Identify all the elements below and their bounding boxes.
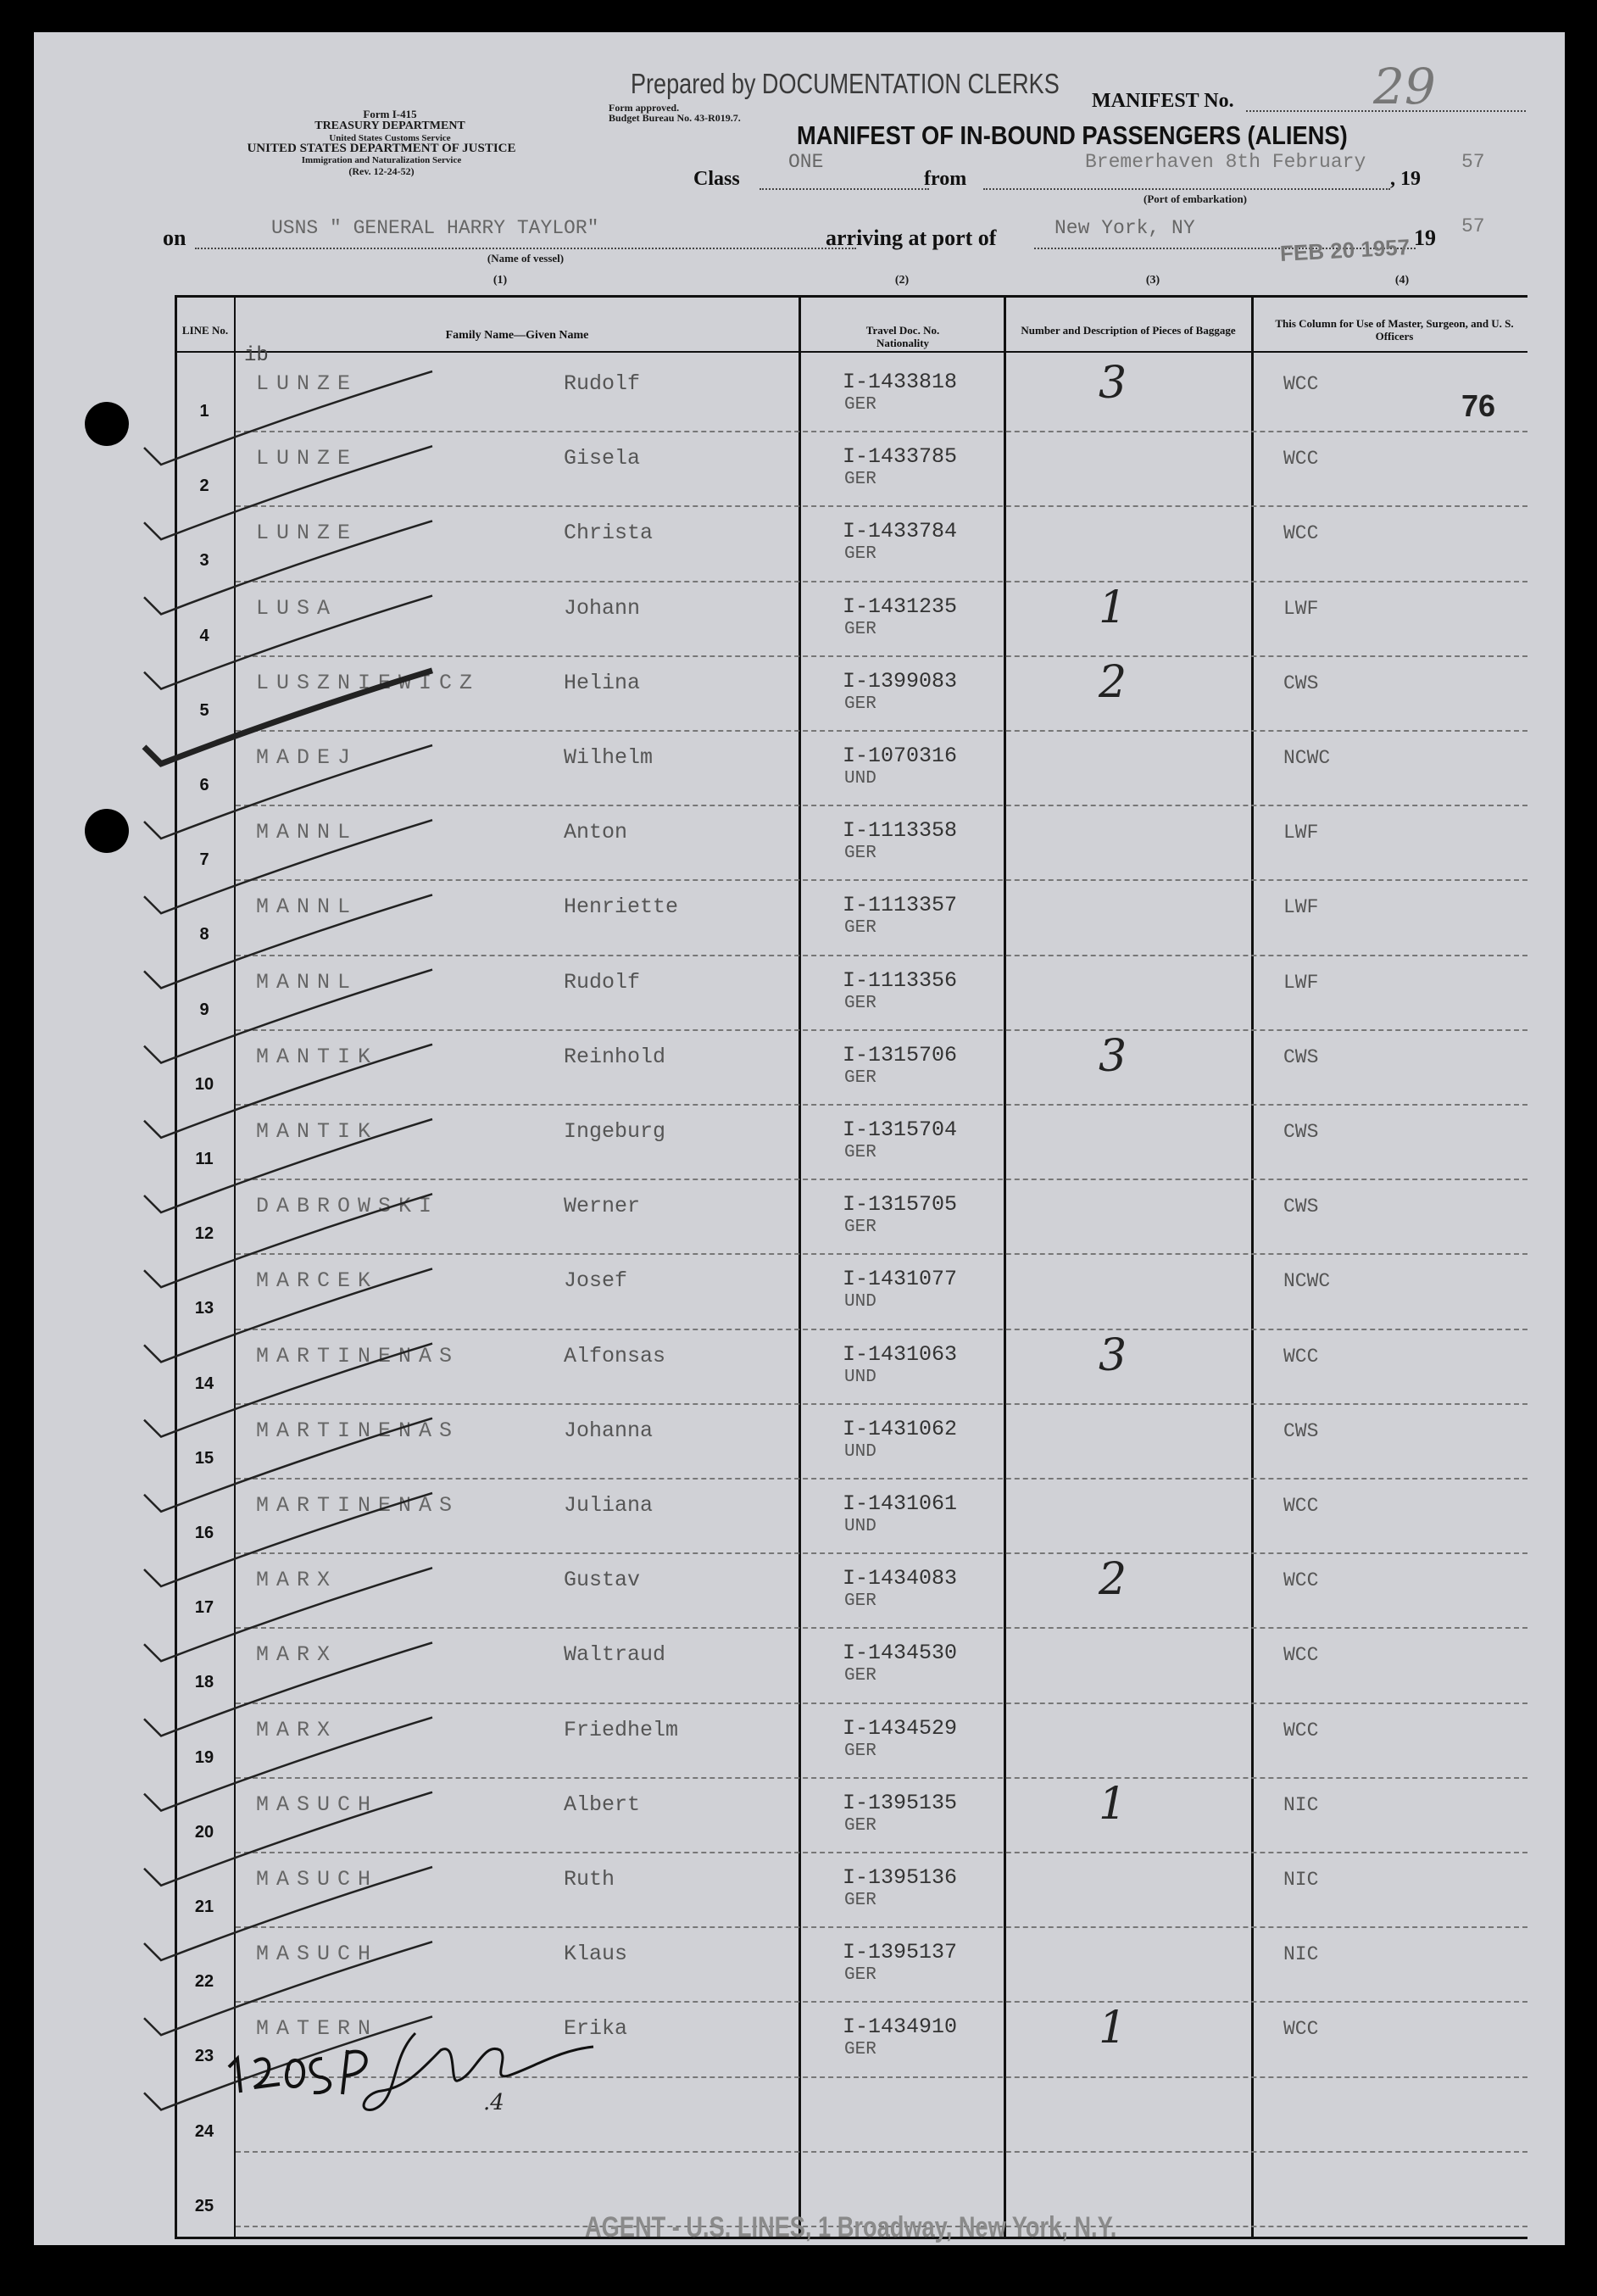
- form-approved: Form approved.: [609, 102, 680, 114]
- col-header-line: LINE No.: [181, 324, 229, 337]
- port-of-embarkation-caption: (Port of embarkation): [1143, 192, 1248, 205]
- given-name: Rudolf: [564, 371, 641, 396]
- family-name: MARX: [256, 1642, 338, 1668]
- line-number: 14: [194, 1374, 214, 1393]
- line-number: 8: [199, 925, 209, 945]
- check-mark: [144, 1493, 432, 1586]
- check-mark: [144, 894, 432, 988]
- check-mark: [144, 970, 432, 1063]
- baggage-count: 3: [1099, 1030, 1127, 1082]
- line-number: 10: [194, 1074, 214, 1094]
- agency-code: NCWC: [1283, 1270, 1331, 1293]
- family-name: MATERN: [256, 2016, 379, 2042]
- year-prefix: , 19: [1390, 168, 1421, 190]
- nationality: GER: [844, 1218, 876, 1238]
- agency-code: LWF: [1283, 597, 1319, 620]
- customs-service: United States Customs Service: [329, 133, 451, 143]
- given-name: Christa: [564, 521, 654, 546]
- nationality: GER: [844, 844, 876, 864]
- nationality: GER: [844, 993, 876, 1013]
- line-number: 12: [194, 1224, 214, 1244]
- check-mark: [144, 1418, 432, 1512]
- agent-footer: AGENT - U.S. LINES, 1 Broadway, New York, N.Y.: [585, 2211, 1117, 2243]
- family-name: MANNL: [256, 969, 359, 995]
- travel-doc-number: I-1315705: [843, 1192, 958, 1218]
- check-mark: [144, 745, 432, 839]
- nationality: GER: [844, 1143, 876, 1162]
- form-revision: (Rev. 12-24-52): [348, 165, 415, 177]
- year2-prefix: 19: [1414, 226, 1436, 250]
- line-number: 1: [199, 402, 209, 421]
- given-name: Alfonsas: [564, 1343, 666, 1368]
- nationality: UND: [844, 1441, 876, 1462]
- check-mark: [144, 1194, 432, 1287]
- nationality: GER: [844, 470, 876, 490]
- col-header-officers: This Column for Use of Master, Surgeon, and U. S. Officers: [1275, 317, 1514, 343]
- travel-doc-number: I-1395135: [843, 1790, 958, 1815]
- on-label: on: [163, 226, 186, 250]
- from-label: from: [924, 168, 967, 190]
- line-number: 6: [199, 776, 209, 794]
- col-num-1: (1): [492, 274, 508, 287]
- col-header-name: Family Name—Given Name: [445, 329, 589, 342]
- check-mark: [144, 371, 432, 465]
- family-name: LUNZE: [256, 446, 359, 471]
- agency-code: LWF: [1283, 822, 1319, 844]
- family-name: MARTINENAS: [256, 1343, 460, 1368]
- family-name: LUSZNIEWICZ: [256, 670, 481, 695]
- check-mark: [144, 820, 432, 913]
- given-name: Rudolf: [564, 969, 641, 995]
- manifest-title: MANIFEST OF IN-BOUND PASSENGERS (ALIENS): [797, 120, 1348, 150]
- travel-doc-number: I-1434910: [843, 2015, 958, 2040]
- punch-hole-bottom: [85, 809, 129, 853]
- year2-value: 57: [1461, 215, 1485, 237]
- agency-code: WCC: [1283, 2018, 1319, 2041]
- check-mark: [144, 521, 432, 614]
- nationality: UND: [844, 769, 876, 789]
- given-name: Juliana: [564, 1493, 654, 1518]
- budget-bureau: Budget Bureau No. 43-R019.7.: [609, 112, 741, 124]
- agency-code: LWF: [1283, 896, 1319, 919]
- line-number: 9: [199, 1000, 209, 1019]
- check-marks: [34, 32, 1565, 2245]
- given-name: Gisela: [564, 446, 641, 471]
- nationality: GER: [844, 544, 876, 565]
- family-name: MANNL: [256, 820, 359, 845]
- given-name: Anton: [564, 820, 628, 845]
- line-number: 24: [194, 2121, 214, 2141]
- agency-code: WCC: [1283, 1495, 1319, 1517]
- given-name: Johann: [564, 595, 641, 621]
- arrival-date-stamp: FEB 20 1957: [1279, 234, 1411, 266]
- agency-code: NIC: [1283, 1793, 1319, 1816]
- nationality: GER: [844, 1591, 876, 1612]
- punch-hole-top: [85, 402, 129, 446]
- line-number: 19: [194, 1747, 214, 1767]
- port-of-embarkation: Bremerhaven 8th February: [1085, 151, 1366, 173]
- given-name: Reinhold: [564, 1044, 666, 1069]
- form-number: Form I-415: [363, 108, 417, 120]
- class-value: ONE: [788, 151, 824, 173]
- given-name: Ruth: [564, 1867, 615, 1892]
- line-number: 25: [194, 2196, 214, 2215]
- treasury-department: TREASURY DEPARTMENT: [314, 120, 465, 132]
- nationality: GER: [844, 1891, 876, 1910]
- family-name: MASUCH: [256, 1867, 379, 1892]
- travel-doc-number: I-1070316: [843, 744, 958, 768]
- nationality: GER: [844, 619, 876, 639]
- family-name: MARTINENAS: [256, 1493, 460, 1518]
- travel-doc-number: I-1431061: [843, 1491, 958, 1516]
- family-name: MARCEK: [256, 1268, 379, 1294]
- agency-code: CWS: [1283, 1419, 1319, 1442]
- given-name: Erika: [564, 2016, 628, 2042]
- travel-doc-number: I-1433818: [843, 370, 958, 394]
- check-mark: [144, 1718, 432, 1811]
- travel-doc-number: I-1113357: [843, 893, 958, 918]
- official-signature: [203, 1999, 644, 2126]
- line-number: 21: [194, 1898, 214, 1916]
- nationality: GER: [844, 1965, 876, 1986]
- given-name: Ingeburg: [564, 1119, 666, 1144]
- check-mark: [144, 1867, 432, 1960]
- travel-doc-number: I-1434083: [843, 1566, 958, 1591]
- agency-code: WCC: [1283, 1719, 1319, 1742]
- agency-code: WCC: [1283, 373, 1319, 395]
- agency-code: NIC: [1283, 1869, 1319, 1891]
- line-number: 15: [194, 1448, 214, 1468]
- given-name: Wilhelm: [564, 745, 654, 770]
- col-num-4: (4): [1394, 274, 1410, 287]
- line-number: 13: [194, 1299, 214, 1318]
- travel-doc-number: I-1399083: [843, 668, 958, 694]
- check-mark: [144, 1792, 432, 1886]
- family-name: LUSA: [256, 595, 338, 621]
- arriving-label: arriving at port of: [826, 226, 997, 250]
- department-of-justice: UNITED STATES DEPARTMENT OF JUSTICE: [247, 142, 516, 155]
- agency-code: NCWC: [1283, 747, 1331, 769]
- family-name: MARX: [256, 1568, 338, 1593]
- given-name: Helina: [564, 670, 641, 695]
- check-mark: [144, 446, 432, 539]
- nationality: GER: [844, 1666, 876, 1686]
- given-name: Josef: [564, 1268, 628, 1294]
- agency-code: CWS: [1283, 1121, 1319, 1143]
- line-number: 4: [199, 626, 209, 645]
- travel-doc-number: I-1434530: [843, 1641, 958, 1666]
- arrival-port: New York, NY: [1054, 217, 1195, 239]
- family-name: MANTIK: [256, 1044, 379, 1069]
- vessel-caption: (Name of vessel): [487, 252, 565, 265]
- col-num-2: (2): [894, 274, 910, 287]
- line-number: 11: [195, 1150, 214, 1168]
- agency-code: CWS: [1283, 672, 1319, 694]
- travel-doc-number: I-1434529: [843, 1715, 958, 1741]
- travel-doc-number: I-1113356: [843, 967, 958, 993]
- prepared-by-stamp: Prepared by DOCUMENTATION CLERKS: [631, 68, 1060, 99]
- family-name: MARX: [256, 1717, 338, 1742]
- col-header-baggage: Number and Description of Pieces of Baggage: [1021, 324, 1236, 337]
- family-name: MASUCH: [256, 1792, 379, 1817]
- agency-code: WCC: [1283, 1644, 1319, 1667]
- given-name: Werner: [564, 1194, 641, 1219]
- agency-code: WCC: [1283, 1569, 1319, 1592]
- line-number: 7: [199, 850, 209, 870]
- line-number: 2: [199, 476, 209, 496]
- manifest-no-value: 29: [1373, 58, 1436, 115]
- baggage-count: 1: [1099, 2003, 1127, 2054]
- baggage-count: 3: [1099, 358, 1127, 409]
- page-stamp: 76: [1461, 388, 1496, 423]
- family-name: MANNL: [256, 894, 359, 920]
- nationality: GER: [844, 395, 876, 415]
- agency-code: LWF: [1283, 971, 1319, 994]
- nationality: GER: [844, 918, 876, 939]
- nationality: UND: [844, 1517, 876, 1536]
- check-mark: [144, 1642, 432, 1736]
- baggage-count: 2: [1099, 1554, 1127, 1606]
- nationality: GER: [844, 2040, 876, 2060]
- check-mark: [144, 1045, 432, 1138]
- nationality: GER: [844, 694, 876, 714]
- manifest-no-label: MANIFEST No.: [1092, 90, 1234, 112]
- family-name: LUNZE: [256, 371, 359, 396]
- family-name: MADEJ: [256, 745, 359, 770]
- given-name: Henriette: [564, 894, 679, 920]
- agency-code: CWS: [1283, 1045, 1319, 1068]
- travel-doc-number: I-1395137: [843, 1940, 958, 1965]
- travel-doc-number: I-1431062: [843, 1416, 958, 1441]
- agency-code: WCC: [1283, 1345, 1319, 1368]
- class-label: Class: [693, 168, 740, 190]
- nationality: UND: [844, 1367, 876, 1387]
- vessel-name: USNS " GENERAL HARRY TAYLOR": [271, 217, 599, 239]
- given-name: Gustav: [564, 1568, 641, 1593]
- baggage-count: 1: [1099, 1778, 1127, 1830]
- nationality: GER: [844, 1815, 876, 1836]
- nationality: GER: [844, 1741, 876, 1761]
- line-number: 3: [199, 551, 209, 571]
- agency-code: CWS: [1283, 1195, 1319, 1218]
- agency-code: WCC: [1283, 448, 1319, 471]
- check-mark: [144, 1344, 432, 1437]
- line-number: 16: [194, 1524, 214, 1542]
- given-name: Klaus: [564, 1942, 628, 1967]
- given-name: Friedhelm: [564, 1717, 679, 1742]
- line-number: 22: [194, 1972, 214, 1992]
- baggage-count: 2: [1099, 656, 1127, 708]
- given-name: Johanna: [564, 1418, 654, 1443]
- family-name: MANTIK: [256, 1119, 379, 1144]
- year-value: 57: [1461, 151, 1485, 173]
- nationality: GER: [844, 1067, 876, 1088]
- travel-doc-number: I-1113358: [843, 818, 958, 844]
- baggage-count: 3: [1099, 1329, 1127, 1381]
- check-mark: [144, 1568, 432, 1661]
- col-num-3: (3): [1145, 274, 1160, 287]
- line-number: 18: [194, 1673, 214, 1692]
- line-number: 17: [194, 1598, 214, 1618]
- travel-doc-number: I-1431063: [843, 1341, 958, 1367]
- ins-service: Immigration and Naturalization Service: [301, 155, 462, 165]
- travel-doc-number: I-1395136: [843, 1865, 958, 1890]
- given-name: Albert: [564, 1792, 641, 1817]
- baggage-count: 1: [1099, 582, 1127, 633]
- agency-code: WCC: [1283, 522, 1319, 545]
- nationality: UND: [844, 1292, 876, 1312]
- travel-doc-number: I-1433785: [843, 444, 958, 470]
- travel-doc-number: I-1433784: [843, 519, 958, 544]
- list-code: ib: [244, 344, 269, 367]
- line-number: 20: [194, 1822, 214, 1842]
- col-header-doc: Travel Doc. No. Nationality: [865, 324, 940, 349]
- family-name: MASUCH: [256, 1942, 379, 1967]
- given-name: Waltraud: [564, 1642, 666, 1668]
- check-mark: [144, 1268, 432, 1362]
- svg-text:.4: .4: [483, 2090, 504, 2115]
- family-name: LUNZE: [256, 521, 359, 546]
- family-name: DABROWSKI: [256, 1194, 440, 1219]
- check-mark: [144, 671, 432, 764]
- check-mark: [144, 596, 432, 689]
- manifest-page: [34, 32, 1565, 2245]
- agency-code: NIC: [1283, 1943, 1319, 1966]
- line-number: 5: [199, 700, 209, 720]
- travel-doc-number: I-1315706: [843, 1042, 958, 1067]
- check-mark: [144, 1119, 432, 1212]
- travel-doc-number: I-1431235: [843, 594, 958, 619]
- travel-doc-number: I-1315704: [843, 1117, 958, 1142]
- line-number: 23: [194, 2047, 214, 2066]
- travel-doc-number: I-1431077: [843, 1267, 958, 1292]
- family-name: MARTINENAS: [256, 1418, 460, 1443]
